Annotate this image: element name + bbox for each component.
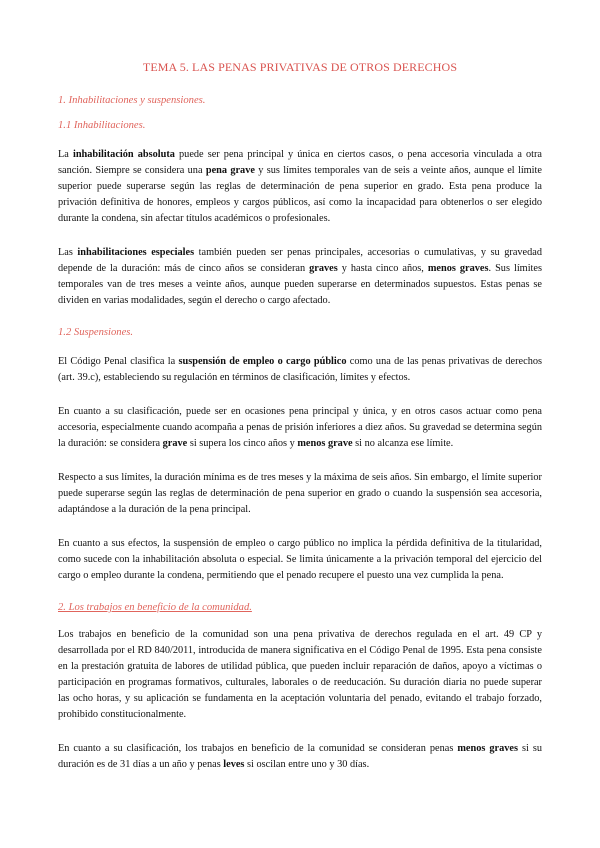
paragraph-trabajos-clasificacion	[58, 741, 542, 773]
text-run: también pueden ser penas principales, accesorias o cumulativas, y su gravedad depende de la duración: más de cinco años se consideran	[58, 247, 542, 274]
section-heading-1: 1. Inhabilitaciones y suspensiones.	[58, 95, 206, 106]
bold-term: grave	[162, 438, 188, 449]
text-run: si supera los cinco años y	[187, 438, 298, 449]
bold-term: pena grave	[205, 165, 255, 176]
paragraph-suspension-limites: Respecto a sus límites, la duración mínima es de tres meses y la máxima de seis años. Sin embargo, el límite superior puede superarse según las reglas de determinación de pena superior en grado o cuando la suspensión sea accesoria, adaptándose a la duración de la pena principal.	[58, 472, 542, 515]
bold-term: menos graves	[427, 263, 489, 274]
text-run: Las	[58, 247, 78, 258]
paragraph-inhabilitacion-absoluta	[58, 147, 542, 227]
paragraph-suspension-intro	[58, 354, 542, 386]
text-run: y hasta cinco años,	[337, 263, 428, 274]
bold-term: inhabilitación absoluta	[72, 149, 175, 160]
bold-term: menos grave	[297, 438, 353, 449]
paragraph-trabajos-intro: Los trabajos en beneficio de la comunidad son una pena privativa de derechos regulada en el art. 49 CP y desarrollada por el RD 840/2011, introducida de manera significativa en el Código Penal de 1995. Esta pena consiste en la prestación gratuita de labores de utilidad pública, que pueden incluir reparación de daños, apoyo a víctimas o participación en programas formativos, culturales, laborales o de reeducación. Su duración diaria no puede superar las ocho horas, y su aplicación se fundamenta en la aceptación voluntaria del penado, evitando el trabajo forzado, prohibido constitucionalmente.	[58, 629, 542, 720]
bold-term: leves	[223, 759, 245, 770]
bold-term: suspensión de empleo o cargo público	[178, 356, 347, 367]
text-run: En cuanto a su clasificación, puede ser en ocasiones pena principal y única, y en otros casos actuar como pena accesoria, especialmente cuando acompaña a penas de prisión inferiores a diez años. Su gravedad se determina según la duración: se considera	[58, 406, 542, 449]
text-run: La	[58, 149, 73, 160]
text-run: En cuanto a su clasificación, los trabajos en beneficio de la comunidad se consideran penas	[58, 743, 458, 754]
document-title: TEMA 5. LAS PENAS PRIVATIVAS DE OTROS DERECHOS	[142, 60, 458, 74]
paragraph-inhabilitaciones-especiales	[58, 245, 542, 309]
paragraph-suspension-clasificacion	[58, 404, 542, 452]
bold-term: inhabilitaciones especiales	[77, 247, 195, 258]
section-heading-2: 2. Los trabajos en beneficio de la comunidad.	[58, 602, 252, 613]
text-run: El Código Penal clasifica la	[58, 356, 179, 367]
text-run: y sus límites temporales van de seis a veinte años, aunque el límite superior puede superarse según las reglas de determinación de pena superior en grado. Esta pena produce la privación definitiva de honores, empleos y cargos públicos, así como la incapacidad para obtenerlos o ser elegido durante la condena, sin afectar títulos académicos o profesionales.	[58, 165, 542, 224]
paragraph-suspension-efectos: En cuanto a sus efectos, la suspensión de empleo o cargo público no implica la pérdida definitiva de la titularidad, como sucede con la inhabilitación absoluta o especial. Se limita únicamente a la privación temporal del ejercicio del cargo o empleo durante la condena, permitiendo que el penado recupere el puesto una vez cumplida la pena.	[58, 538, 542, 581]
bold-term: menos graves	[457, 743, 518, 754]
text-run: si oscilan entre uno y 30 días.	[244, 759, 370, 770]
text-run: como una de las penas privativas de derechos (art. 39.c), estableciendo su regulación en términos de clasificación, límites y efectos.	[58, 356, 542, 383]
bold-term: graves	[309, 263, 338, 274]
subsection-heading-1-2: 1.2 Suspensiones.	[58, 327, 134, 338]
text-run: si no alcanza ese límite.	[352, 438, 454, 449]
text-run: puede ser pena principal y única en ciertos casos, o pena accesoria vinculada a otra sanción. Siempre se considera una	[58, 149, 542, 176]
text-run: si su duración es de 31 días a un año y penas	[58, 743, 542, 770]
subsection-heading-1-1: 1.1 Inhabilitaciones.	[58, 120, 146, 131]
text-run: . Sus límites temporales van de tres meses a veinte años, aunque pueden superarse en determinados supuestos. Estas penas se dividen en varias modalidades, según el derecho o cargo afectado.	[58, 263, 542, 306]
